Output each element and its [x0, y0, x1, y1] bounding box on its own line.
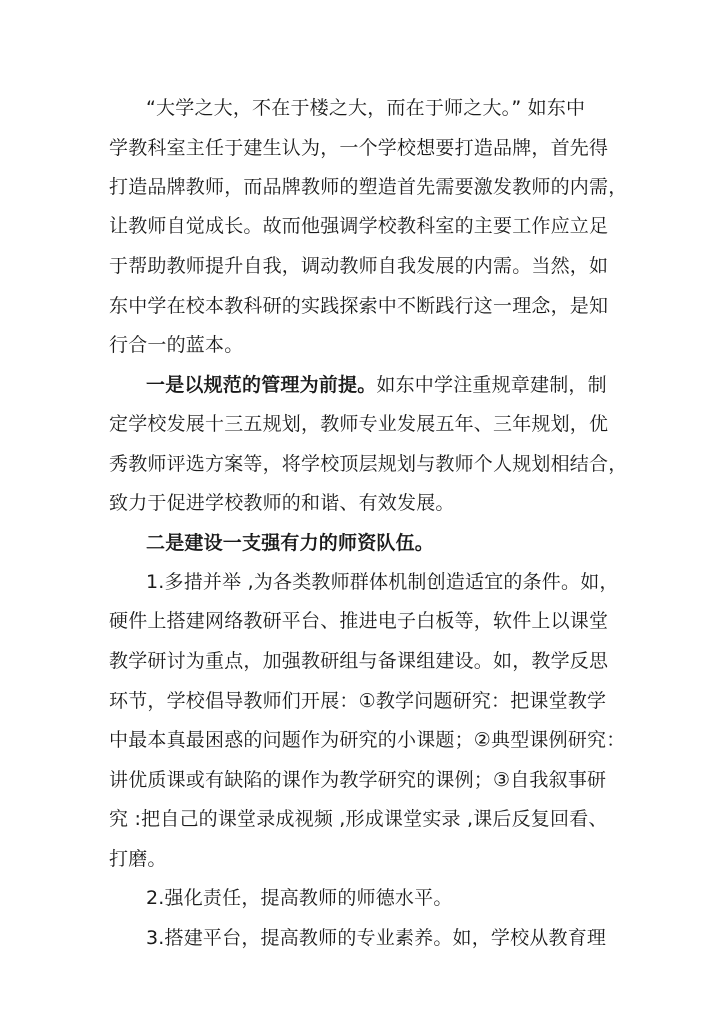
line-text: 1.多措并举 ,为各类教师群体机制创造适宜的条件。如， — [146, 571, 619, 593]
text-line — [109, 452, 627, 476]
text-line — [109, 689, 606, 713]
line-text: 教学研讨为重点，加强教研组与备课组建设。如，教学反思 — [109, 650, 609, 672]
section-heading-line — [146, 531, 434, 555]
line-text: 致力于促进学校教师的和谐、有效发展。 — [109, 492, 455, 514]
line-text: 定学校发展十三五规划，教师专业发展五年、三年规划，优 — [109, 413, 609, 435]
section-heading: 一是以规范的管理为前提。 — [146, 374, 377, 396]
text-line — [109, 175, 627, 199]
line-text: 讲优质课或有缺陷的课作为教学研究的课例；③自我叙事研 — [109, 769, 607, 791]
line-text: 中最本真最困惑的问题作为研究的小课题；②典型课例研究： — [109, 729, 626, 751]
line-text: 让教师自觉成长。故而他强调学校教科室的主要工作应立足 — [109, 215, 609, 237]
text-line — [109, 768, 606, 792]
text-line — [109, 649, 608, 673]
text-line — [109, 254, 608, 278]
text-line — [109, 609, 608, 633]
line-text: 于帮助教师提升自我，调动教师自我发展的内需。当然，如 — [109, 255, 609, 277]
text-line — [146, 96, 585, 120]
line-text: “大学之大，不在于楼之大，而在于师之大。” 如东中 — [146, 97, 586, 119]
line-text: 硬件上搭建网络教研平台、推进电子白板等，软件上以课堂 — [109, 610, 609, 632]
line-text: 2.强化责任，提高教师的师德水平。 — [146, 887, 453, 909]
line-text: 行合一的蓝本。 — [109, 334, 244, 356]
line-text: 打磨。 — [109, 848, 167, 870]
line-text: 打造品牌教师，而品牌教师的塑造首先需要激发教师的内需， — [109, 176, 628, 198]
text-line — [146, 926, 606, 950]
section-heading: 二是建设一支强有力的师资队伍。 — [146, 532, 435, 554]
text-line — [109, 214, 608, 238]
text-line — [109, 847, 167, 871]
line-text: 东中学在校本教科研的实践探索中不断践行这一理念，是知 — [109, 295, 609, 317]
line-text: 秀教师评选方案等，将学校顶层规划与教师个人规划相结合， — [109, 453, 628, 475]
text-line — [109, 294, 608, 318]
line-text: 3.搭建平台，提高教师的专业素养。如，学校从教育理 — [146, 927, 607, 949]
text-line — [109, 333, 243, 357]
text-line — [109, 807, 608, 831]
text-line — [109, 412, 608, 436]
line-text: 环节，学校倡导教师们开展：①教学问题研究：把课堂教学 — [109, 690, 607, 712]
text-line — [109, 136, 608, 160]
text-line — [109, 491, 455, 515]
text-line — [146, 570, 619, 594]
line-text: 如东中学注重规章建制，制 — [376, 374, 607, 396]
line-text: 究 :把自己的课堂录成视频 ,形成课堂实录 ,课后反复回看、 — [109, 808, 608, 830]
text-line — [146, 886, 453, 910]
section-heading-line — [146, 373, 607, 397]
text-line — [109, 728, 625, 752]
line-text: 学教科室主任于建生认为，一个学校想要打造品牌，首先得 — [109, 137, 609, 159]
